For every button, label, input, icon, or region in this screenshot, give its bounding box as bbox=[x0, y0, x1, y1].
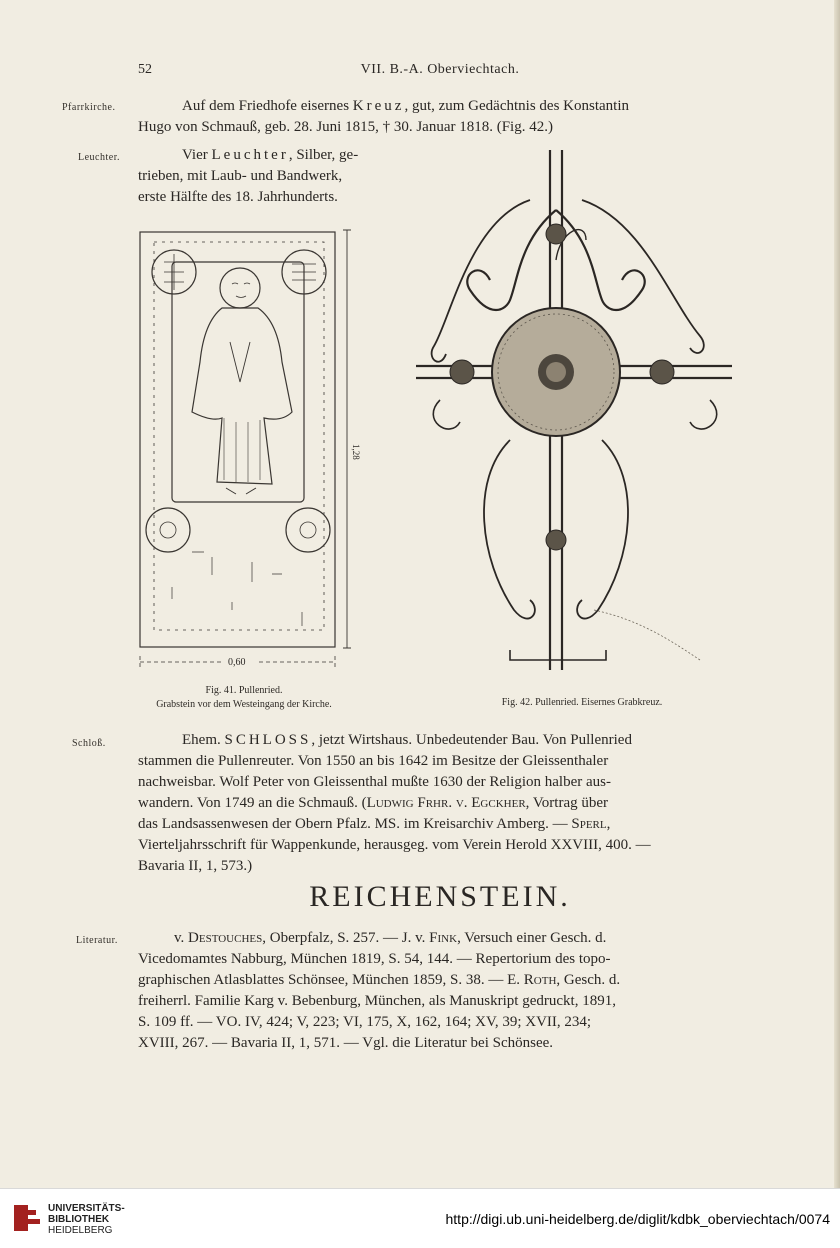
text-line: Vierteljahrsschrift für Wappenkunde, herausgeg. vom Verein Herold XXVIII, 400. — bbox=[138, 837, 651, 853]
page-edge bbox=[834, 0, 840, 1188]
slab-weathering bbox=[154, 242, 324, 630]
medallion-rosette bbox=[538, 354, 574, 390]
text-line: stammen die Pullenreuter. Von 1550 an bis 1642 im Besitze der Gleissenthaler bbox=[138, 753, 609, 769]
text-line: S. 109 ff. — VO. IV, 424; V, 223; VI, 175, X, 162, 164; XV, 39; XVII, 234; bbox=[138, 1014, 592, 1030]
text-line: erste Hälfte des 18. Jahrhunderts. bbox=[138, 189, 338, 205]
text-line: v. Destouches, Oberpfalz, S. 257. — J. v. Fink, Versuch einer Gesch. d. bbox=[174, 930, 607, 946]
paragraph-literatur bbox=[138, 928, 742, 1054]
cast-shadow bbox=[594, 610, 700, 660]
figure-41-gravestone bbox=[132, 222, 362, 682]
rosette-bottom-right bbox=[286, 508, 330, 552]
child-head bbox=[220, 268, 260, 308]
margin-note-leuchter: Leuchter. bbox=[78, 152, 120, 163]
height-dimension-label: 1,28 bbox=[351, 444, 361, 460]
rosette-right-arm bbox=[650, 360, 674, 384]
viewer-footer bbox=[0, 1188, 840, 1248]
paragraph-schloss bbox=[138, 730, 742, 877]
margin-note-literatur: Literatur. bbox=[76, 935, 118, 946]
text-line: freiherrl. Familie Karg v. Bebenburg, München, als Manuskript gedruckt, 1891, bbox=[138, 993, 616, 1009]
cross-base-bracket bbox=[510, 650, 606, 660]
text-line: Ehem. SCHLOSS, jetzt Wirtshaus. Unbedeutender Bau. Von Pullenried bbox=[182, 732, 632, 748]
paragraph-leuchter bbox=[138, 145, 398, 208]
text-line: das Landsassenwesen der Obern Pfalz. MS. im Kreisarchiv Amberg. — Sperl, bbox=[138, 816, 611, 832]
text-line: wandern. Von 1749 an die Schmauß. (Ludwig Frhr. v. Egckher, Vortrag über bbox=[138, 795, 609, 811]
text-line: graphischen Atlasblattes Schönsee, München 1859, S. 38. — E. Roth, Gesch. d. bbox=[138, 972, 621, 988]
rosette-left-arm bbox=[450, 360, 474, 384]
rosette-top bbox=[546, 224, 566, 244]
rosette-bottom-left bbox=[146, 508, 190, 552]
paragraph-kreuz bbox=[138, 96, 742, 138]
scroll-upper-right bbox=[556, 210, 645, 310]
figure-42-caption: Fig. 42. Pullenried. Eisernes Grabkreuz. bbox=[501, 697, 663, 708]
text-line: Vier Leuchter, Silber, ge- bbox=[182, 147, 359, 163]
scroll-lower-right bbox=[577, 440, 628, 619]
margin-note-schloss: Schloß. bbox=[72, 738, 106, 749]
text-line: trieben, mit Laub- und Bandwerk, bbox=[138, 168, 343, 184]
text-line: nachweisbar. Wolf Peter von Gleissenthal mußte 1630 der Religion halber aus- bbox=[138, 774, 611, 790]
margin-note-pfarrkirche: Pfarrkirche. bbox=[62, 102, 116, 113]
text-line: XVIII, 267. — Bavaria II, 1, 571. — Vgl. die Literatur bei Schönsee. bbox=[138, 1035, 554, 1051]
scroll-upper-left bbox=[467, 210, 556, 310]
permalink-url[interactable]: http://digi.ub.uni-heidelberg.de/diglit/kdbk_oberviechtach/0074 bbox=[445, 1211, 830, 1227]
text-line: Hugo von Schmauß, geb. 28. Juni 1815, † 30. Januar 1818. (Fig. 42.) bbox=[138, 119, 553, 135]
running-title: VII. B.-A. Oberviechtach. bbox=[360, 62, 520, 77]
text-line: Vicedomamtes Nabburg, München 1819, S. 54, 144. — Repertorium des topo- bbox=[138, 951, 611, 967]
page-number: 52 bbox=[138, 62, 152, 77]
figure-41-caption: Fig. 41. Pullenried. Grabstein vor dem Westeingang der Kirche. bbox=[156, 685, 332, 710]
scroll-lower-left bbox=[484, 440, 535, 619]
page-header bbox=[138, 62, 742, 84]
height-dimension-line bbox=[343, 230, 351, 648]
figure-42-iron-cross bbox=[410, 140, 740, 692]
library-name: UNIVERSITÄTS- BIBLIOTHEK HEIDELBERG bbox=[48, 1203, 125, 1236]
text-line: Bavaria II, 1, 573.) bbox=[138, 858, 253, 874]
child-figure bbox=[192, 308, 292, 484]
university-library-logo-icon bbox=[10, 1201, 44, 1235]
relief-niche bbox=[172, 262, 304, 502]
praying-hands bbox=[230, 342, 250, 382]
section-title: REICHENSTEIN. bbox=[309, 880, 571, 913]
width-dimension-label: 0,60 bbox=[228, 657, 246, 668]
text-line: Auf dem Friedhofe eisernes Kreuz, gut, zum Gedächtnis des Konstantin bbox=[182, 98, 629, 114]
rosette-lower bbox=[546, 530, 566, 550]
